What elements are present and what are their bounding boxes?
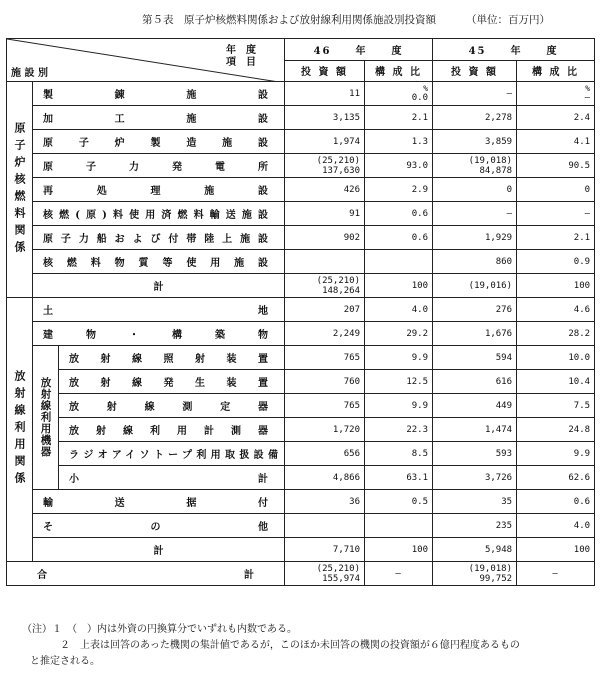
ratio-46: 29.2 <box>365 322 433 346</box>
ratio-45: — <box>517 202 595 226</box>
amount-45: 449 <box>433 394 517 418</box>
group2-total-label: 計 <box>33 538 285 562</box>
footnote-1: （注）１ （ ）内は外資の円換算分でいずれも内数である。 <box>22 624 297 635</box>
amount-46: 765 <box>285 394 365 418</box>
ratio-45: 10.4 <box>517 370 595 394</box>
ratio-46: 2.1 <box>365 106 433 130</box>
amount-45: (19,018) 84,878 <box>433 154 517 178</box>
amount-46: 3,135 <box>285 106 365 130</box>
table-row <box>7 130 595 154</box>
amount-46: (25,210) 148,264 <box>285 274 365 298</box>
amount-45: 0 <box>433 178 517 202</box>
amount-45: 35 <box>433 490 517 514</box>
amount-46 <box>285 250 365 274</box>
amount-46: 207 <box>285 298 365 322</box>
amount-45: 1,929 <box>433 226 517 250</box>
amount-45: 1,676 <box>433 322 517 346</box>
investment-table <box>6 38 595 586</box>
subtotal-label: 小 計 <box>59 466 285 490</box>
ratio-45: 2.1 <box>517 226 595 250</box>
row-label: 製 錬 施 設 <box>33 82 285 106</box>
ratio-46: 9.9 <box>365 346 433 370</box>
table-row <box>7 82 595 106</box>
row-label: 輸 送 据 付 <box>33 490 285 514</box>
amount-45: — <box>433 202 517 226</box>
ratio-46: 93.0 <box>365 154 433 178</box>
table-row <box>7 322 595 346</box>
amount-46: 760 <box>285 370 365 394</box>
table-row <box>7 178 595 202</box>
ratio-46: 1.3 <box>365 130 433 154</box>
amount-45: (19,018) 99,752 <box>433 562 517 586</box>
amount-45: 276 <box>433 298 517 322</box>
amount-45: 860 <box>433 250 517 274</box>
row-label: 原子力船および付帯陸上施設 <box>33 226 285 250</box>
amount-46: 7,710 <box>285 538 365 562</box>
ratio-46: — <box>365 562 433 586</box>
header-year-label: 年 度 <box>226 45 257 56</box>
amount-45: — <box>433 82 517 106</box>
header-ratio-46: 構 成 比 <box>365 60 433 82</box>
header-row-1 <box>7 39 595 61</box>
group1-label: 原子炉核燃料関係 <box>7 82 33 298</box>
amount-45: (19,016) <box>433 274 517 298</box>
table-row-grand-total <box>7 562 595 586</box>
ratio-45: 90.5 <box>517 154 595 178</box>
ratio-45: 62.6 <box>517 466 595 490</box>
amount-46 <box>285 514 365 538</box>
ratio-45: 7.5 <box>517 394 595 418</box>
ratio-46: 0.5 <box>365 490 433 514</box>
amount-46: 2,249 <box>285 322 365 346</box>
row-label: 加 工 施 設 <box>33 106 285 130</box>
row-label: 原子炉製造施設 <box>33 130 285 154</box>
header-corner <box>7 39 285 82</box>
row-label: そ の 他 <box>33 514 285 538</box>
ratio-45: % — <box>517 82 595 106</box>
ratio-45: 0 <box>517 178 595 202</box>
ratio-45: — <box>517 562 595 586</box>
unit-label: （単位：百万円） <box>466 14 550 26</box>
ratio-46: 9.9 <box>365 394 433 418</box>
row-label: 放射線測定器 <box>59 394 285 418</box>
grand-total-label: 合 計 <box>7 562 285 586</box>
amount-46: 1,720 <box>285 418 365 442</box>
amount-46: 656 <box>285 442 365 466</box>
group2-label: 放射線利用関係 <box>7 298 33 562</box>
ratio-45: 100 <box>517 538 595 562</box>
table-row <box>7 442 595 466</box>
header-ratio-45: 構 成 比 <box>517 60 595 82</box>
header-year46: 46 年 度 <box>285 39 433 61</box>
header-amount-45: 投 資 額 <box>433 60 517 82</box>
footnote-2: ２ 上表は回答のあった機関の集計値であるが，このほか未回答の機関の投資額が６億円程度あるもの <box>60 640 520 651</box>
amount-45: 3,726 <box>433 466 517 490</box>
ratio-46: 12.5 <box>365 370 433 394</box>
ratio-45: 9.9 <box>517 442 595 466</box>
table-title: 第５表 原子炉核燃料関係および放射線利用関係施設別投資額 <box>142 14 436 26</box>
header-item-label: 項 目 <box>226 57 257 68</box>
ratio-46: % 0.0 <box>365 82 433 106</box>
ratio-46 <box>365 250 433 274</box>
group2-sub-label: 放射線利用機器 <box>33 346 59 490</box>
table-row <box>7 202 595 226</box>
footnote-2-cont: と推定される。 <box>30 656 100 667</box>
row-label: 放射線発生装置 <box>59 370 285 394</box>
header-year45: 45 年 度 <box>433 39 595 61</box>
row-label: 再処理施設 <box>33 178 285 202</box>
table-row <box>7 250 595 274</box>
amount-46: 11 <box>285 82 365 106</box>
ratio-45: 0.6 <box>517 490 595 514</box>
ratio-46: 100 <box>365 538 433 562</box>
ratio-46: 0.6 <box>365 226 433 250</box>
footnotes <box>22 622 520 670</box>
ratio-45: 2.4 <box>517 106 595 130</box>
ratio-45: 24.8 <box>517 418 595 442</box>
group1-total-label: 計 <box>33 274 285 298</box>
amount-46: 4,866 <box>285 466 365 490</box>
ratio-45: 4.1 <box>517 130 595 154</box>
header-amount-46: 投 資 額 <box>285 60 365 82</box>
amount-46: 91 <box>285 202 365 226</box>
amount-46: 426 <box>285 178 365 202</box>
table-row-total <box>7 274 595 298</box>
amount-45: 594 <box>433 346 517 370</box>
amount-46: 1,974 <box>285 130 365 154</box>
ratio-45: 4.6 <box>517 298 595 322</box>
table-row <box>7 346 595 370</box>
amount-45: 2,278 <box>433 106 517 130</box>
amount-46: 765 <box>285 346 365 370</box>
table-row <box>7 490 595 514</box>
amount-45: 593 <box>433 442 517 466</box>
ratio-45: 0.9 <box>517 250 595 274</box>
amount-45: 1,474 <box>433 418 517 442</box>
amount-45: 5,948 <box>433 538 517 562</box>
ratio-46: 8.5 <box>365 442 433 466</box>
ratio-45: 28.2 <box>517 322 595 346</box>
ratio-45: 10.0 <box>517 346 595 370</box>
amount-45: 235 <box>433 514 517 538</box>
table-row-total <box>7 538 595 562</box>
amount-45: 616 <box>433 370 517 394</box>
ratio-46: 2.9 <box>365 178 433 202</box>
ratio-46 <box>365 514 433 538</box>
ratio-46: 63.1 <box>365 466 433 490</box>
amount-45: 3,859 <box>433 130 517 154</box>
row-label: 核燃(原)料使用済燃料輸送施設 <box>33 202 285 226</box>
table-row <box>7 298 595 322</box>
row-label: 建物・構築物 <box>33 322 285 346</box>
table-row <box>7 154 595 178</box>
table-row-subtotal <box>7 466 595 490</box>
row-label: 放射線利用計測器 <box>59 418 285 442</box>
ratio-46: 100 <box>365 274 433 298</box>
amount-46: 36 <box>285 490 365 514</box>
row-label: 原子力発電所 <box>33 154 285 178</box>
table-row <box>7 394 595 418</box>
amount-46: (25,210) 137,630 <box>285 154 365 178</box>
row-label: ラジオアイソトープ利用取扱設備 <box>59 442 285 466</box>
table-row <box>7 226 595 250</box>
table-row <box>7 418 595 442</box>
ratio-45: 4.0 <box>517 514 595 538</box>
amount-46: (25,210) 155,974 <box>285 562 365 586</box>
row-label: 放射線照射装置 <box>59 346 285 370</box>
ratio-46: 4.0 <box>365 298 433 322</box>
table-row <box>7 106 595 130</box>
row-label: 核燃料物質等使用施設 <box>33 250 285 274</box>
ratio-45: 100 <box>517 274 595 298</box>
table-row <box>7 370 595 394</box>
amount-46: 902 <box>285 226 365 250</box>
ratio-46: 0.6 <box>365 202 433 226</box>
header-facility-label: 施 設 別 <box>11 68 48 79</box>
table-row <box>7 514 595 538</box>
ratio-46: 22.3 <box>365 418 433 442</box>
row-label: 土 地 <box>33 298 285 322</box>
